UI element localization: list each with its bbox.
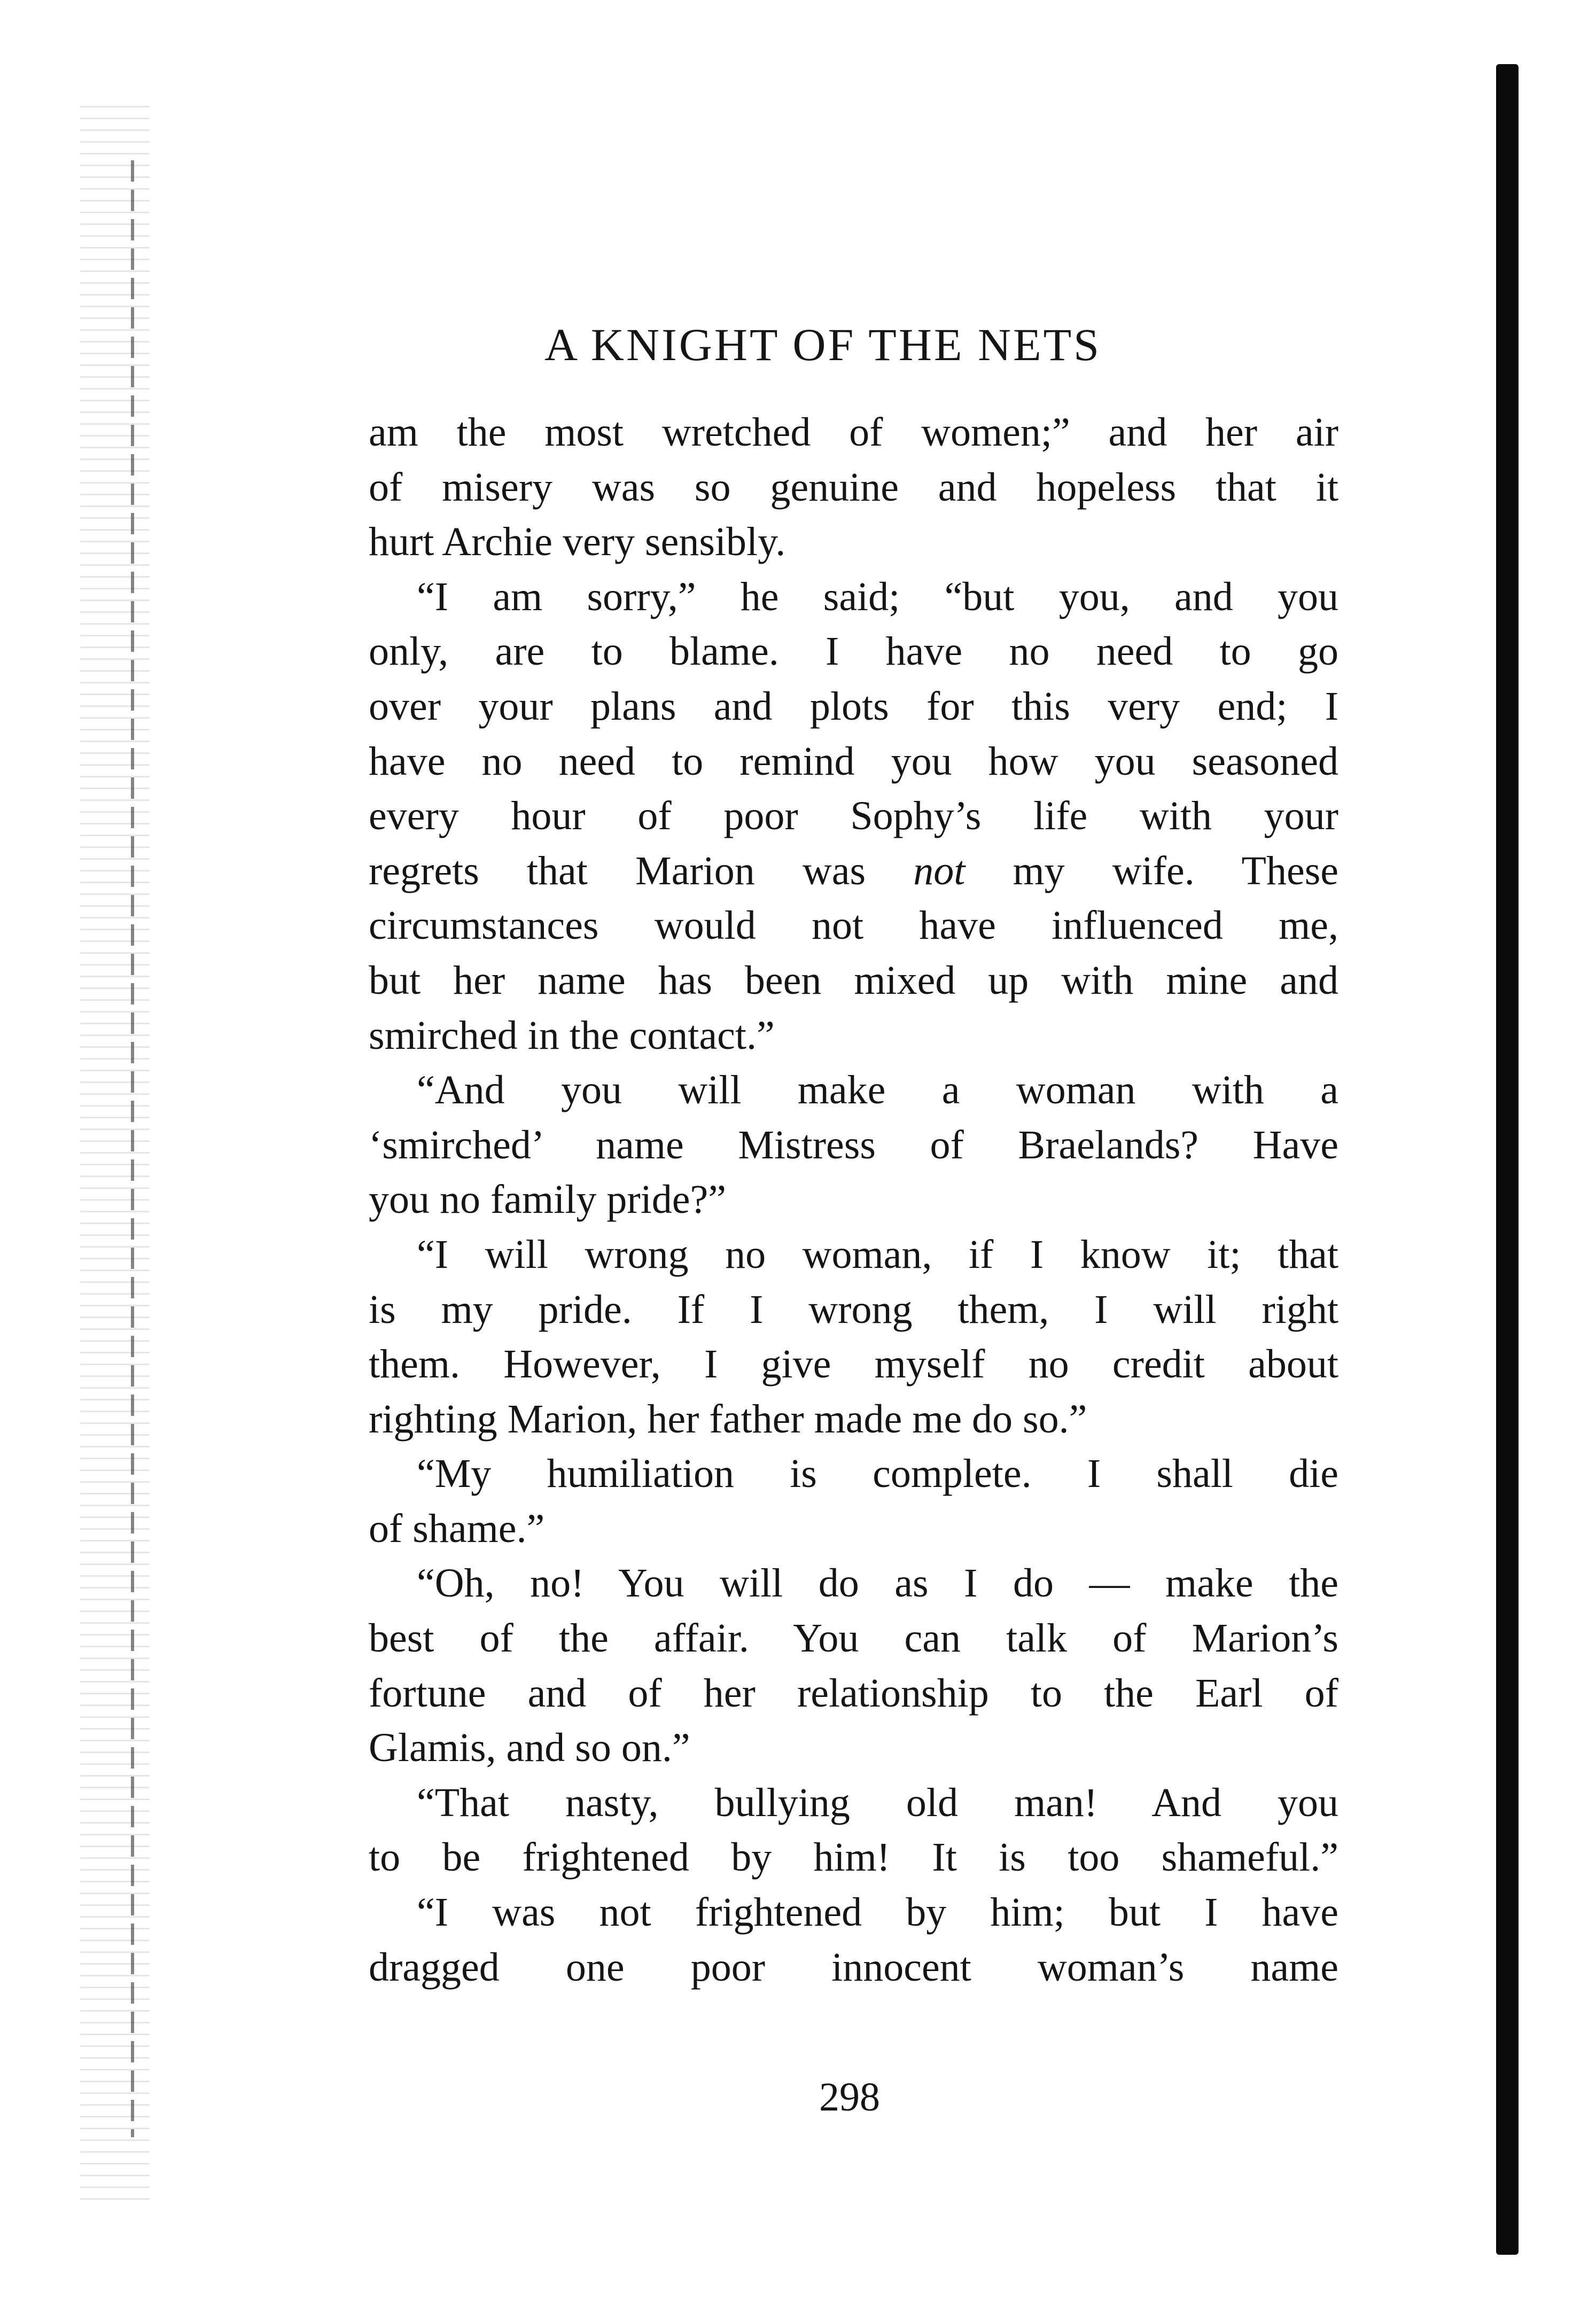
text-line: hurt Archie very sensibly. xyxy=(369,519,786,565)
text-line: to be frightened by him! It is too shameful.” xyxy=(369,1835,1338,1880)
text-line: have no need to remind you how you seasoned xyxy=(369,738,1338,784)
text-line: “That nasty, bullying old man! And you xyxy=(417,1780,1338,1825)
text-line: “My humiliation is complete. I shall die xyxy=(417,1451,1338,1497)
text-line: am the most wretched of women;” and her air xyxy=(369,410,1338,455)
text-line: every hour of poor Sophy’s life with your xyxy=(369,793,1338,839)
text-line: “And you will make a woman with a xyxy=(417,1068,1338,1113)
text-line: them. However, I give myself no credit about xyxy=(369,1342,1338,1387)
text-line: ‘smirched’ name Mistress of Braelands? Have xyxy=(369,1122,1338,1167)
text-line: only, are to blame. I have no need to go xyxy=(369,629,1338,674)
text-line: circumstances would not have influenced me, xyxy=(369,903,1338,948)
text-line: is my pride. If I wrong them, I will right xyxy=(369,1287,1338,1332)
text-line: “I will wrong no woman, if I know it; that xyxy=(417,1232,1338,1277)
text-line: you no family pride?” xyxy=(369,1177,727,1222)
text-line: over your plans and plots for this very end; I xyxy=(369,683,1338,729)
text-line: “I was not frightened by him; but I have xyxy=(417,1890,1338,1935)
text-line: fortune and of her relationship to the Earl of xyxy=(369,1670,1338,1716)
text-segment: regrets that Marion was xyxy=(369,848,866,893)
text-segment: my wife. These xyxy=(1013,848,1339,893)
text-line: best of the affair. You can talk of Marion’s xyxy=(369,1616,1338,1661)
text-line: smirched in the contact.” xyxy=(369,1013,775,1058)
text-line: but her name has been mixed up with mine and xyxy=(369,957,1338,1003)
text-line: “I am sorry,” he said; “but you, and you xyxy=(417,574,1338,619)
text-line xyxy=(369,844,1338,899)
text-line: dragged one poor innocent woman’s name xyxy=(369,1944,1338,1990)
italic-word: not xyxy=(913,848,966,893)
binding-edge-left xyxy=(80,96,150,2207)
body-text xyxy=(369,405,1338,1995)
text-line: Glamis, and so on.” xyxy=(369,1725,690,1771)
text-line: of misery was so genuine and hopeless that it xyxy=(369,464,1338,510)
text-line: righting Marion, her father made me do so.” xyxy=(369,1396,1087,1442)
page-number: 298 xyxy=(819,2075,880,2120)
binding-edge-right xyxy=(1496,64,1519,2255)
text-line: “Oh, no! You will do as I do — make the xyxy=(417,1561,1338,1606)
running-header: A KNIGHT OF THE NETS xyxy=(544,319,1101,370)
binding-shadow-left xyxy=(131,160,134,2137)
text-line: of shame.” xyxy=(369,1506,545,1551)
